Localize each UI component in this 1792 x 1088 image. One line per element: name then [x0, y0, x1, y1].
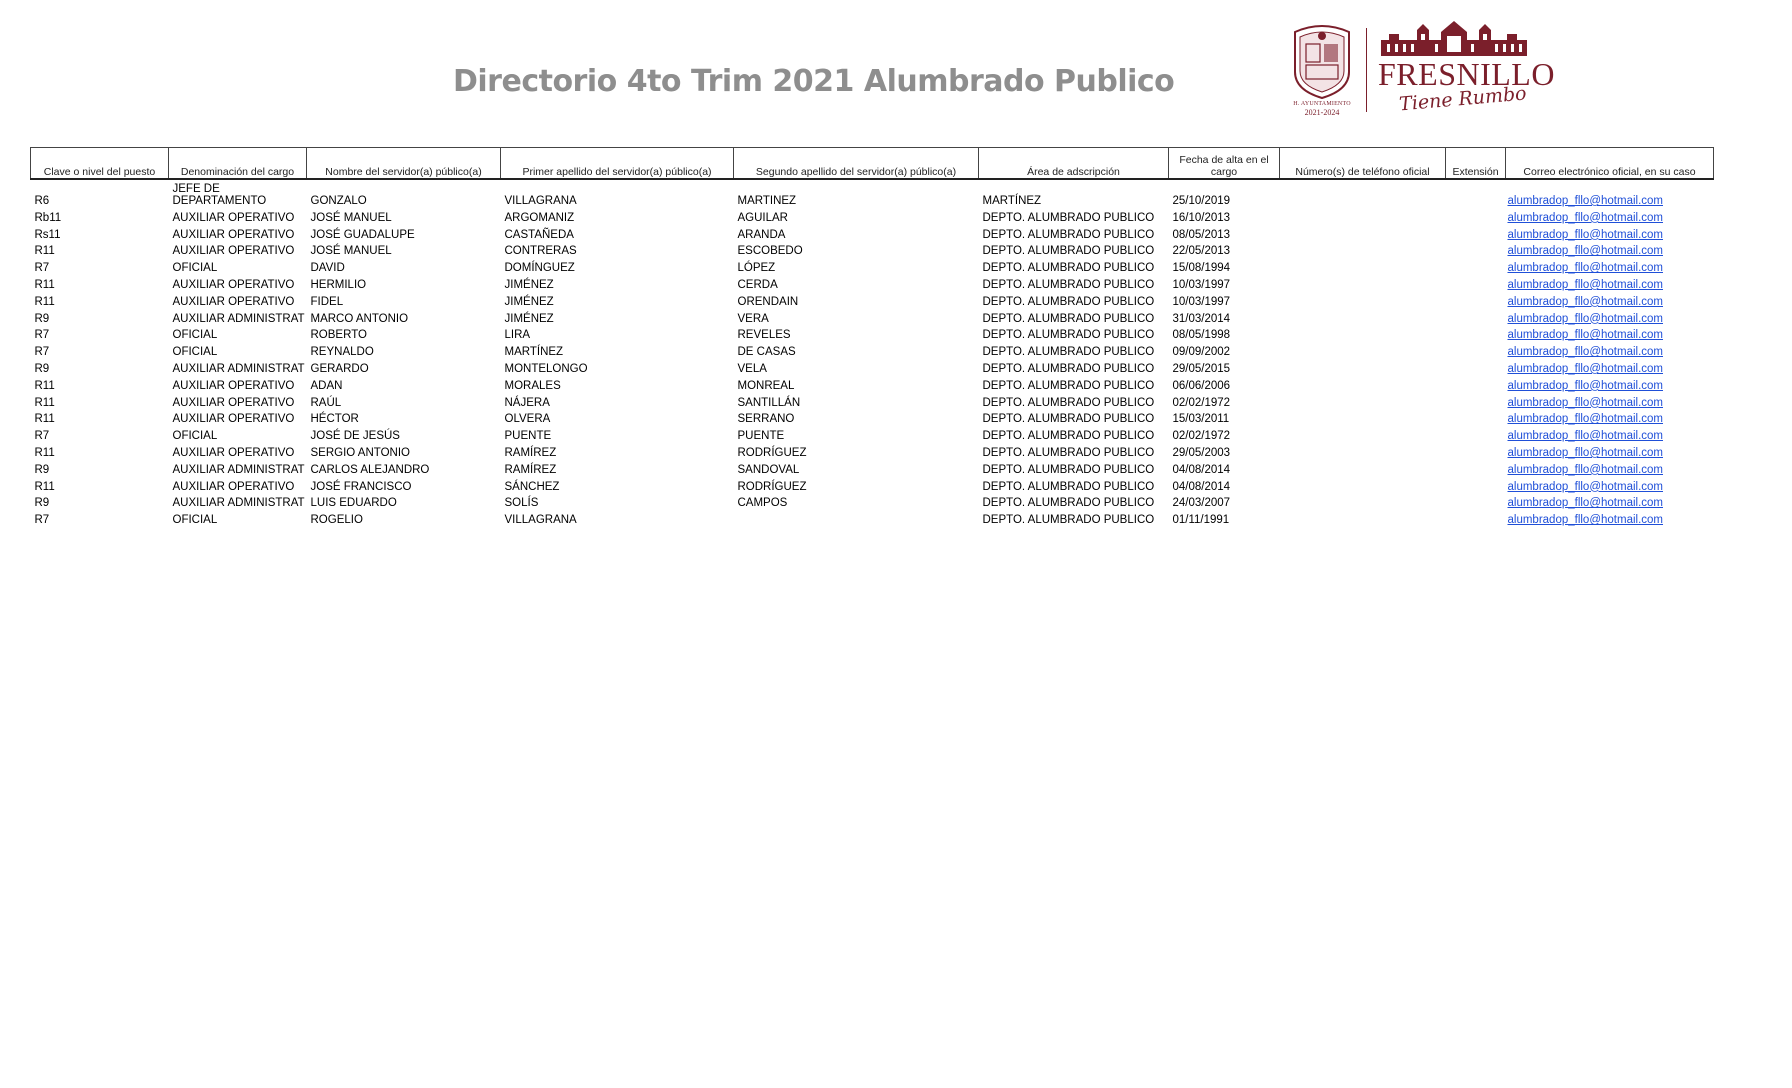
- cell-fecha-alta: 09/09/2002: [1172, 346, 1231, 359]
- cell-clave: R11: [34, 295, 55, 308]
- cell-nombre: REYNALDO: [310, 346, 374, 359]
- cell-denominacion: AUXILIAR ADMINISTRAT: [172, 312, 305, 325]
- cell-fecha-alta: 25/10/2019: [1172, 195, 1231, 207]
- cell-primer-apellido: OLVERA: [504, 413, 551, 426]
- cell-correo[interactable]: alumbradop_fllo@hotmail.com: [1507, 262, 1663, 275]
- cell-telefono: [1280, 326, 1446, 343]
- cell-fecha-alta: 22/05/2013: [1172, 245, 1231, 258]
- cell-clave: R7: [34, 262, 50, 275]
- cell-segundo-apellido: DE CASAS: [737, 346, 796, 359]
- cell-denominacion: AUXILIAR OPERATIVO: [172, 245, 295, 258]
- cell-denominacion: OFICIAL: [172, 514, 218, 527]
- cell-clave: R7: [34, 514, 50, 527]
- cell-telefono: [1280, 309, 1446, 326]
- cell-denominacion: AUXILIAR OPERATIVO: [172, 295, 295, 308]
- cell-area: DEPTO. ALUMBRADO PUBLICO: [982, 211, 1155, 224]
- cell-extension: [1446, 179, 1506, 208]
- cell-denominacion: AUXILIAR OPERATIVO: [172, 228, 295, 241]
- cell-telefono: [1280, 179, 1446, 208]
- cell-clave: R7: [34, 346, 50, 359]
- cell-primer-apellido: MARTÍNEZ: [504, 346, 564, 359]
- cell-fecha-alta: 04/08/2014: [1172, 480, 1231, 493]
- cell-primer-apellido: NÁJERA: [504, 396, 550, 409]
- cell-primer-apellido: JIMÉNEZ: [504, 278, 554, 291]
- header-fecha-alta: Fecha de alta en el cargo: [1169, 148, 1280, 180]
- table-row: [31, 393, 1714, 410]
- table-row: [31, 292, 1714, 309]
- cell-extension: [1446, 242, 1506, 259]
- cell-segundo-apellido: ESCOBEDO: [737, 245, 803, 258]
- cell-correo[interactable]: alumbradop_fllo@hotmail.com: [1507, 446, 1663, 459]
- cell-fecha-alta: 08/05/1998: [1172, 329, 1231, 342]
- seal-years: 2021-2024: [1304, 108, 1340, 117]
- table-row: [31, 510, 1714, 527]
- cell-telefono: [1280, 208, 1446, 225]
- page-title: Directorio 4to Trim 2021 Alumbrado Publico: [453, 64, 1175, 99]
- cell-telefono: [1280, 292, 1446, 309]
- cell-primer-apellido: CASTAÑEDA: [504, 228, 574, 241]
- cell-denominacion: AUXILIAR OPERATIVO: [172, 211, 295, 224]
- cell-fecha-alta: 01/11/1991: [1172, 514, 1230, 527]
- cell-denominacion: OFICIAL: [172, 346, 218, 359]
- seal-caption: H. AYUNTAMIENTO: [1293, 101, 1351, 107]
- cell-correo[interactable]: alumbradop_fllo@hotmail.com: [1507, 514, 1663, 527]
- table-row: [31, 208, 1714, 225]
- cell-extension: [1446, 393, 1506, 410]
- table-row: [31, 275, 1714, 292]
- cell-nombre: RAÚL: [310, 396, 342, 409]
- cell-segundo-apellido: ORENDAIN: [737, 295, 799, 308]
- cell-correo[interactable]: alumbradop_fllo@hotmail.com: [1507, 295, 1663, 308]
- cell-extension: [1446, 225, 1506, 242]
- cell-primer-apellido: MONTELONGO: [504, 362, 588, 375]
- cell-fecha-alta: 15/03/2011: [1172, 413, 1230, 426]
- cell-telefono: [1280, 376, 1446, 393]
- cell-telefono: [1280, 410, 1446, 427]
- cell-extension: [1446, 376, 1506, 393]
- header-area: Área de adscripción: [979, 148, 1169, 180]
- cell-area: DEPTO. ALUMBRADO PUBLICO: [982, 329, 1155, 342]
- table-body: [31, 179, 1714, 527]
- cell-extension: [1446, 460, 1506, 477]
- cell-telefono: [1280, 342, 1446, 359]
- cell-nombre: HERMILIO: [310, 278, 367, 291]
- cell-clave: R9: [34, 463, 50, 476]
- cell-area: DEPTO. ALUMBRADO PUBLICO: [982, 346, 1155, 359]
- cell-correo[interactable]: alumbradop_fllo@hotmail.com: [1507, 413, 1663, 426]
- cell-clave: R6: [34, 195, 50, 207]
- cell-primer-apellido: MORALES: [504, 379, 561, 392]
- logo-divider: [1366, 28, 1367, 112]
- cell-nombre: ROBERTO: [310, 329, 367, 342]
- cell-area: DEPTO. ALUMBRADO PUBLICO: [982, 228, 1155, 241]
- table-row: [31, 309, 1714, 326]
- cell-extension: [1446, 410, 1506, 427]
- cell-correo[interactable]: alumbradop_fllo@hotmail.com: [1507, 211, 1663, 224]
- directory-table: [30, 147, 1714, 527]
- cell-clave: R11: [34, 446, 55, 459]
- cell-clave: R11: [34, 413, 55, 426]
- cell-fecha-alta: 02/02/1972: [1172, 396, 1231, 409]
- cell-primer-apellido: PUENTE: [504, 430, 552, 443]
- cell-area: DEPTO. ALUMBRADO PUBLICO: [982, 413, 1155, 426]
- cell-clave: R11: [34, 245, 55, 258]
- cell-segundo-apellido: ARANDA: [737, 228, 786, 241]
- cell-nombre: HÉCTOR: [310, 413, 359, 426]
- header-telefono: Número(s) de teléfono oficial: [1280, 148, 1446, 180]
- cell-fecha-alta: 10/03/1997: [1172, 278, 1231, 291]
- cell-fecha-alta: 29/05/2015: [1172, 362, 1231, 375]
- cell-area: DEPTO. ALUMBRADO PUBLICO: [982, 514, 1155, 527]
- cell-nombre: CARLOS ALEJANDRO: [310, 463, 430, 476]
- cell-segundo-apellido: RODRÍGUEZ: [737, 446, 807, 459]
- cell-correo[interactable]: alumbradop_fllo@hotmail.com: [1507, 463, 1663, 476]
- cell-telefono: [1280, 359, 1446, 376]
- table-row: [31, 410, 1714, 427]
- cell-extension: [1446, 443, 1506, 460]
- cell-clave: R7: [34, 329, 50, 342]
- header-extension: Extensión: [1446, 148, 1506, 180]
- cell-denominacion: AUXILIAR OPERATIVO: [172, 480, 295, 493]
- cell-extension: [1446, 309, 1506, 326]
- cell-primer-apellido: SÁNCHEZ: [504, 480, 560, 493]
- cell-nombre: MARCO ANTONIO: [310, 312, 409, 325]
- cell-area: DEPTO. ALUMBRADO PUBLICO: [982, 379, 1155, 392]
- cell-segundo-apellido: AGUILAR: [737, 211, 788, 224]
- cell-extension: [1446, 292, 1506, 309]
- cell-fecha-alta: 31/03/2014: [1172, 312, 1231, 325]
- cell-primer-apellido: RAMÍREZ: [504, 446, 557, 459]
- cell-denominacion: OFICIAL: [172, 329, 218, 342]
- cell-area: DEPTO. ALUMBRADO PUBLICO: [982, 278, 1155, 291]
- cell-fecha-alta: 24/03/2007: [1172, 497, 1231, 510]
- cell-extension: [1446, 477, 1506, 494]
- cell-correo[interactable]: alumbradop_fllo@hotmail.com: [1507, 278, 1663, 291]
- cell-area: DEPTO. ALUMBRADO PUBLICO: [982, 245, 1155, 258]
- cell-primer-apellido: DOMÍNGUEZ: [504, 262, 575, 275]
- cell-fecha-alta: 08/05/2013: [1172, 228, 1231, 241]
- cell-segundo-apellido: CERDA: [737, 278, 778, 291]
- table-row: [31, 179, 1714, 208]
- cell-nombre: JOSÉ DE JESÚS: [310, 430, 400, 443]
- cell-denominacion: AUXILIAR OPERATIVO: [172, 278, 295, 291]
- cell-primer-apellido: VILLAGRANA: [504, 195, 577, 207]
- cell-denominacion: AUXILIAR OPERATIVO: [172, 446, 295, 459]
- cell-clave: R9: [34, 362, 50, 375]
- cell-telefono: [1280, 494, 1446, 511]
- cell-telefono: [1280, 460, 1446, 477]
- cell-primer-apellido: JIMÉNEZ: [504, 312, 554, 325]
- cell-nombre: JOSÉ FRANCISCO: [310, 480, 412, 493]
- cell-clave: R7: [34, 430, 50, 443]
- cell-fecha-alta: 10/03/1997: [1172, 295, 1231, 308]
- cell-telefono: [1280, 426, 1446, 443]
- cell-segundo-apellido: SANDOVAL: [737, 463, 800, 476]
- cell-telefono: [1280, 510, 1446, 527]
- cell-correo[interactable]: alumbradop_fllo@hotmail.com: [1507, 346, 1663, 359]
- cell-fecha-alta: 15/08/1994: [1172, 262, 1231, 275]
- cell-telefono: [1280, 393, 1446, 410]
- cell-nombre: SERGIO ANTONIO: [310, 446, 410, 459]
- cell-segundo-apellido: PUENTE: [737, 430, 785, 443]
- table-row: [31, 376, 1714, 393]
- cell-fecha-alta: 04/08/2014: [1172, 463, 1231, 476]
- cell-nombre: LUIS EDUARDO: [310, 497, 397, 510]
- cell-extension: [1446, 275, 1506, 292]
- cell-denominacion: AUXILIAR ADMINISTRAT: [172, 463, 305, 476]
- table-row: [31, 359, 1714, 376]
- cell-denominacion: [169, 179, 307, 208]
- cell-denominacion: AUXILIAR OPERATIVO: [172, 413, 295, 426]
- header-denominacion: Denominación del cargo: [169, 148, 307, 180]
- cell-telefono: [1280, 258, 1446, 275]
- cell-denominacion: AUXILIAR ADMINISTRAT: [172, 497, 305, 510]
- cell-area: DEPTO. ALUMBRADO PUBLICO: [982, 480, 1155, 493]
- cell-area: DEPTO. ALUMBRADO PUBLICO: [982, 463, 1155, 476]
- cell-correo[interactable]: alumbradop_fllo@hotmail.com: [1507, 195, 1663, 207]
- header-correo: Correo electrónico oficial, en su caso: [1506, 148, 1714, 180]
- cell-clave: Rb11: [34, 211, 62, 224]
- cell-primer-apellido: ARGOMANIZ: [504, 211, 575, 224]
- cell-clave: R11: [34, 396, 55, 409]
- cell-area: MARTÍNEZ: [982, 195, 1042, 207]
- cell-extension: [1446, 426, 1506, 443]
- cell-segundo-apellido: VELA: [737, 362, 767, 375]
- cell-extension: [1446, 510, 1506, 527]
- cell-extension: [1446, 342, 1506, 359]
- cell-clave: R11: [34, 480, 55, 493]
- cell-nombre: DAVID: [310, 262, 345, 275]
- cell-correo[interactable]: alumbradop_fllo@hotmail.com: [1507, 480, 1663, 493]
- fresnillo-logo: [1287, 18, 1555, 118]
- table-row: [31, 477, 1714, 494]
- header-segundo-apellido: Segundo apellido del servidor(a) público(a): [734, 148, 979, 180]
- skyline-icon: [1379, 18, 1529, 58]
- cell-extension: [1446, 326, 1506, 343]
- table-row: [31, 326, 1714, 343]
- table-row: [31, 342, 1714, 359]
- cell-denominacion: OFICIAL: [172, 262, 218, 275]
- cell-segundo-apellido: REVELES: [737, 329, 791, 342]
- cell-denominacion: OFICIAL: [172, 430, 218, 443]
- cell-telefono: [1280, 225, 1446, 242]
- cell-area: DEPTO. ALUMBRADO PUBLICO: [982, 446, 1155, 459]
- cell-segundo-apellido: MARTINEZ: [737, 195, 797, 207]
- cell-correo[interactable]: alumbradop_fllo@hotmail.com: [1507, 312, 1663, 325]
- cell-denominacion-text: JEFE DE DEPARTAMENTO: [172, 183, 267, 207]
- cell-denominacion: AUXILIAR ADMINISTRAT: [172, 362, 305, 375]
- cell-clave: R11: [34, 278, 55, 291]
- table-row: [31, 460, 1714, 477]
- cell-primer-apellido: JIMÉNEZ: [504, 295, 554, 308]
- cell-area: DEPTO. ALUMBRADO PUBLICO: [982, 362, 1155, 375]
- cell-area: DEPTO. ALUMBRADO PUBLICO: [982, 430, 1155, 443]
- cell-telefono: [1280, 275, 1446, 292]
- cell-clave: R9: [34, 312, 50, 325]
- cell-area: DEPTO. ALUMBRADO PUBLICO: [982, 312, 1155, 325]
- cell-nombre: GERARDO: [310, 362, 369, 375]
- table-row: [31, 242, 1714, 259]
- cell-extension: [1446, 258, 1506, 275]
- cell-telefono: [1280, 242, 1446, 259]
- cell-nombre: JOSÉ GUADALUPE: [310, 228, 415, 241]
- cell-denominacion: AUXILIAR OPERATIVO: [172, 396, 295, 409]
- cell-clave: R11: [34, 379, 55, 392]
- header-nombre: Nombre del servidor(a) público(a): [307, 148, 501, 180]
- cell-correo[interactable]: alumbradop_fllo@hotmail.com: [1507, 379, 1663, 392]
- cell-extension: [1446, 494, 1506, 511]
- cell-segundo-apellido: SANTILLÁN: [737, 396, 801, 409]
- cell-correo[interactable]: alumbradop_fllo@hotmail.com: [1507, 329, 1663, 342]
- cell-fecha-alta: 16/10/2013: [1172, 211, 1231, 224]
- cell-nombre: FIDEL: [310, 295, 344, 308]
- header-primer-apellido: Primer apellido del servidor(a) público(a): [501, 148, 734, 180]
- cell-fecha-alta: 06/06/2006: [1172, 379, 1231, 392]
- cell-clave: R9: [34, 497, 50, 510]
- table-row: [31, 225, 1714, 242]
- cell-fecha-alta: 02/02/1972: [1172, 430, 1231, 443]
- cell-segundo-apellido: [734, 510, 979, 527]
- ayuntamiento-seal-icon: [1287, 22, 1357, 118]
- cell-area: DEPTO. ALUMBRADO PUBLICO: [982, 262, 1155, 275]
- cell-clave: Rs11: [34, 228, 61, 241]
- cell-telefono: [1280, 443, 1446, 460]
- cell-correo[interactable]: alumbradop_fllo@hotmail.com: [1507, 396, 1663, 409]
- cell-segundo-apellido: LÓPEZ: [737, 262, 776, 275]
- cell-nombre: JOSÉ MANUEL: [310, 245, 392, 258]
- cell-primer-apellido: SOLÍS: [504, 497, 539, 510]
- cell-correo[interactable]: alumbradop_fllo@hotmail.com: [1507, 497, 1663, 510]
- cell-primer-apellido: RAMÍREZ: [504, 463, 557, 476]
- cell-telefono: [1280, 477, 1446, 494]
- header-clave: Clave o nivel del puesto: [31, 148, 169, 180]
- cell-extension: [1446, 208, 1506, 225]
- table-row: [31, 494, 1714, 511]
- cell-segundo-apellido: CAMPOS: [737, 497, 788, 510]
- table-header-row: [31, 148, 1714, 180]
- cell-fecha-alta: 29/05/2003: [1172, 446, 1231, 459]
- cell-area: DEPTO. ALUMBRADO PUBLICO: [982, 497, 1155, 510]
- cell-correo[interactable]: alumbradop_fllo@hotmail.com: [1507, 245, 1663, 258]
- brand-tagline: Tiene Rumbo: [1398, 82, 1528, 116]
- table-row: [31, 426, 1714, 443]
- brand-name: FRESNILLO: [1378, 56, 1555, 92]
- cell-extension: [1446, 359, 1506, 376]
- cell-correo[interactable]: alumbradop_fllo@hotmail.com: [1507, 430, 1663, 443]
- cell-segundo-apellido: RODRÍGUEZ: [737, 480, 807, 493]
- cell-nombre: GONZALO: [310, 195, 367, 207]
- cell-nombre: ADAN: [310, 379, 343, 392]
- cell-primer-apellido: CONTRERAS: [504, 245, 577, 258]
- cell-segundo-apellido: SERRANO: [737, 413, 795, 426]
- cell-segundo-apellido: MONREAL: [737, 379, 795, 392]
- cell-denominacion: AUXILIAR OPERATIVO: [172, 379, 295, 392]
- cell-nombre: ROGELIO: [310, 514, 363, 527]
- table-row: [31, 258, 1714, 275]
- cell-area: DEPTO. ALUMBRADO PUBLICO: [982, 295, 1155, 308]
- cell-area: DEPTO. ALUMBRADO PUBLICO: [982, 396, 1155, 409]
- table-row: [31, 443, 1714, 460]
- cell-primer-apellido: LIRA: [504, 329, 531, 342]
- cell-correo[interactable]: alumbradop_fllo@hotmail.com: [1507, 228, 1663, 241]
- cell-nombre: JOSÉ MANUEL: [310, 211, 392, 224]
- cell-primer-apellido: VILLAGRANA: [504, 514, 577, 527]
- cell-correo[interactable]: alumbradop_fllo@hotmail.com: [1507, 362, 1663, 375]
- cell-segundo-apellido: VERA: [737, 312, 769, 325]
